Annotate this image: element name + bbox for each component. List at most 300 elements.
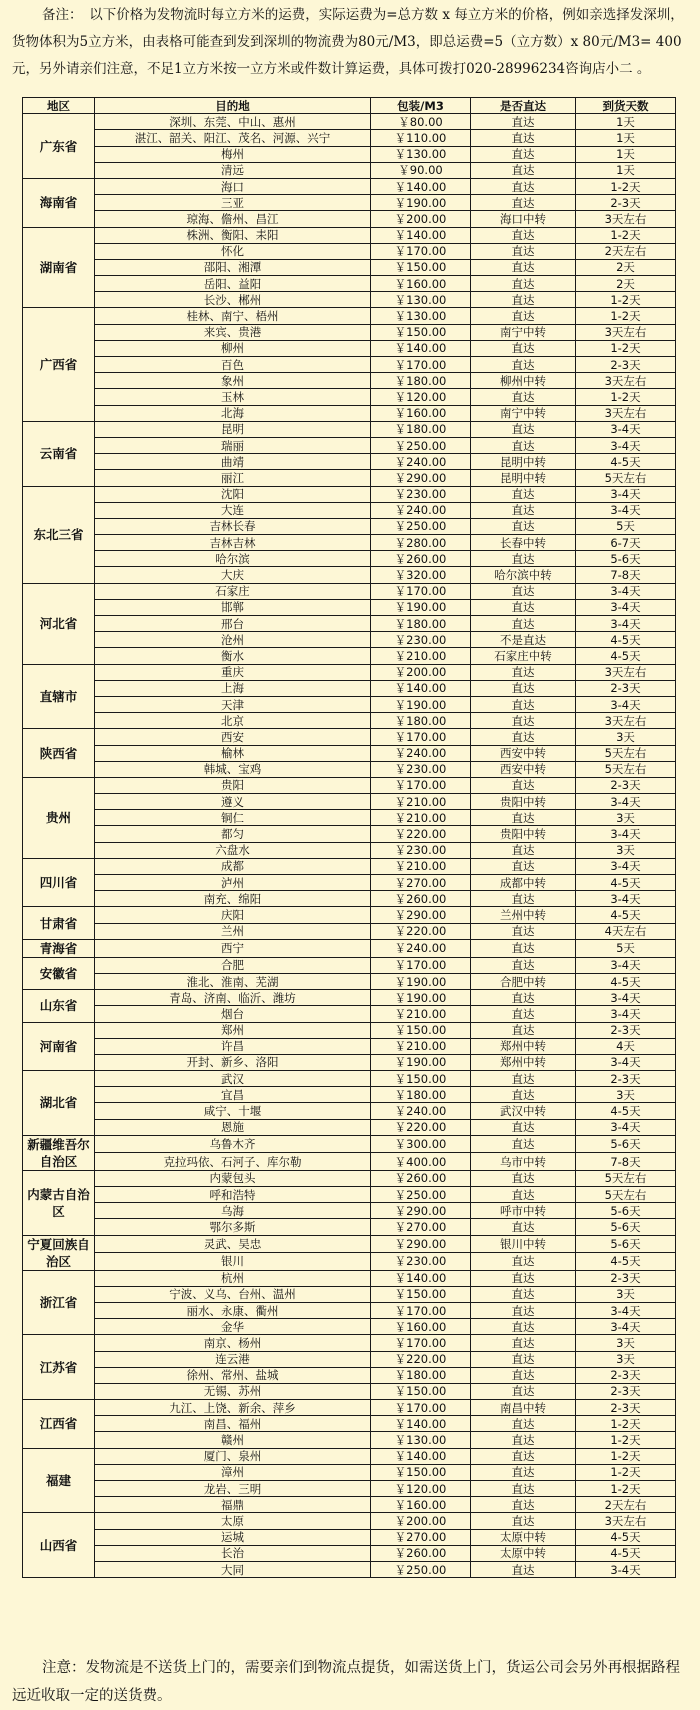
cell-direct: 直达	[471, 551, 576, 567]
cell-price: ￥190.00	[371, 696, 471, 712]
cell-destination: 长治	[95, 1545, 371, 1561]
cell-days: 1天	[576, 146, 676, 162]
cell-direct: 合肥中转	[471, 973, 576, 989]
cell-price: ￥200.00	[371, 211, 471, 227]
cell-price: ￥260.00	[371, 1170, 471, 1186]
table-row	[23, 583, 676, 599]
cell-direct: 直达	[471, 1432, 576, 1448]
table-row	[23, 1235, 676, 1253]
cell-days: 1天	[576, 114, 676, 130]
table-row	[23, 1103, 676, 1119]
cell-direct: 直达	[471, 858, 576, 874]
cell-destination: 百色	[95, 357, 371, 373]
table-row	[23, 470, 676, 486]
cell-days: 2天左右	[576, 243, 676, 259]
cell-days: 3-4天	[576, 599, 676, 615]
cell-days: 4-5天	[576, 454, 676, 470]
cell-days: 3-4天	[576, 421, 676, 437]
cell-days: 5天	[576, 939, 676, 957]
table-row	[23, 1253, 676, 1271]
cell-days: 1-2天	[576, 292, 676, 308]
cell-price: ￥320.00	[371, 567, 471, 583]
cell-price: ￥170.00	[371, 243, 471, 259]
cell-price: ￥200.00	[371, 664, 471, 680]
cell-destination: 灵武、吴忠	[95, 1235, 371, 1253]
table-row	[23, 1054, 676, 1070]
cell-direct: 南宁中转	[471, 324, 576, 340]
cell-price: ￥140.00	[371, 1416, 471, 1432]
cell-price: ￥300.00	[371, 1135, 471, 1153]
cell-direct: 直达	[471, 713, 576, 729]
cell-region: 安徽省	[23, 957, 95, 989]
cell-direct: 贵阳中转	[471, 826, 576, 842]
table-body	[23, 114, 676, 1578]
cell-days: 4-5天	[576, 1545, 676, 1561]
cell-direct: 直达	[471, 276, 576, 292]
cell-destination: 天津	[95, 696, 371, 712]
table-row	[23, 292, 676, 308]
cell-region: 湖南省	[23, 227, 95, 308]
cell-days: 3-4天	[576, 1119, 676, 1135]
cell-destination: 邯郸	[95, 599, 371, 615]
cell-days: 3-4天	[576, 891, 676, 907]
cell-price: ￥250.00	[371, 437, 471, 453]
cell-destination: 湛江、韶关、阳江、茂名、河源、兴宁	[95, 130, 371, 146]
table-row	[23, 421, 676, 437]
cell-price: ￥270.00	[371, 875, 471, 891]
cell-direct: 直达	[471, 1561, 576, 1577]
cell-destination: 衡水	[95, 648, 371, 664]
table-row	[23, 389, 676, 405]
cell-days: 2-3天	[576, 1383, 676, 1399]
cell-destination: 遵义	[95, 794, 371, 810]
cell-direct: 直达	[471, 583, 576, 599]
cell-price: ￥220.00	[371, 923, 471, 939]
cell-destination: 丽江	[95, 470, 371, 486]
cell-region: 江西省	[23, 1400, 95, 1449]
cell-direct: 直达	[471, 664, 576, 680]
cell-price: ￥220.00	[371, 1351, 471, 1367]
cell-price: ￥80.00	[371, 114, 471, 130]
table-row	[23, 1119, 676, 1135]
cell-price: ￥150.00	[371, 1286, 471, 1302]
cell-price: ￥180.00	[371, 1087, 471, 1103]
table-row	[23, 535, 676, 551]
cell-destination: 克拉玛依、石河子、库尔勒	[95, 1153, 371, 1171]
cell-destination: 许昌	[95, 1038, 371, 1054]
cell-days: 5天左右	[576, 470, 676, 486]
cell-days: 5-6天	[576, 1219, 676, 1235]
cell-days: 3天左右	[576, 324, 676, 340]
cell-direct: 直达	[471, 680, 576, 696]
cell-destination: 兰州	[95, 923, 371, 939]
cell-destination: 杭州	[95, 1270, 371, 1286]
cell-destination: 连云港	[95, 1351, 371, 1367]
table-row	[23, 1087, 676, 1103]
table-row	[23, 178, 676, 194]
cell-destination: 大庆	[95, 567, 371, 583]
cell-days: 5天	[576, 518, 676, 534]
table-row	[23, 973, 676, 989]
cell-region: 山东省	[23, 990, 95, 1022]
cell-direct: 直达	[471, 227, 576, 243]
cell-price: ￥130.00	[371, 292, 471, 308]
cell-direct: 直达	[471, 1219, 576, 1235]
header-days: 到货天数	[576, 98, 676, 114]
cell-price: ￥180.00	[371, 713, 471, 729]
cell-price: ￥290.00	[371, 1203, 471, 1219]
table-row	[23, 616, 676, 632]
cell-price: ￥90.00	[371, 162, 471, 178]
cell-destination: 岳阳、益阳	[95, 276, 371, 292]
cell-direct: 直达	[471, 1416, 576, 1432]
cell-direct: 直达	[471, 1253, 576, 1271]
table-row	[23, 794, 676, 810]
cell-direct: 直达	[471, 259, 576, 275]
cell-destination: 柳州	[95, 340, 371, 356]
cell-days: 3-4天	[576, 858, 676, 874]
cell-price: ￥150.00	[371, 1071, 471, 1087]
cell-direct: 直达	[471, 1367, 576, 1383]
table-row	[23, 276, 676, 292]
cell-days: 3-4天	[576, 502, 676, 518]
cell-days: 5天左右	[576, 761, 676, 777]
cell-days: 2-3天	[576, 1400, 676, 1416]
cell-price: ￥210.00	[371, 858, 471, 874]
footer-note: 注意：发物流是不送货上门的，需要亲们到物流点提货，如需送货上门，货运公司会另外再根据路程远近收取一定的送货费。	[12, 1660, 680, 1704]
cell-destination: 铜仁	[95, 810, 371, 826]
cell-destination: 乌鲁木齐	[95, 1135, 371, 1153]
table-row	[23, 632, 676, 648]
cell-region: 直辖市	[23, 664, 95, 729]
table-row	[23, 405, 676, 421]
table-row	[23, 357, 676, 373]
cell-price: ￥200.00	[371, 1513, 471, 1529]
cell-region: 江苏省	[23, 1335, 95, 1400]
cell-direct: 直达	[471, 162, 576, 178]
cell-price: ￥220.00	[371, 1119, 471, 1135]
cell-price: ￥240.00	[371, 939, 471, 957]
cell-destination: 恩施	[95, 1119, 371, 1135]
cell-direct: 直达	[471, 518, 576, 534]
table-row	[23, 211, 676, 227]
cell-destination: 瑞丽	[95, 437, 371, 453]
cell-destination: 桂林、南宁、梧州	[95, 308, 371, 324]
table-row	[23, 1135, 676, 1153]
cell-direct: 西安中转	[471, 761, 576, 777]
cell-price: ￥290.00	[371, 907, 471, 923]
cell-days: 1-2天	[576, 340, 676, 356]
cell-days: 5-6天	[576, 1135, 676, 1153]
cell-destination: 赣州	[95, 1432, 371, 1448]
cell-direct: 呼市中转	[471, 1203, 576, 1219]
cell-direct: 直达	[471, 1071, 576, 1087]
cell-price: ￥210.00	[371, 810, 471, 826]
cell-direct: 海口中转	[471, 211, 576, 227]
cell-destination: 南充、绵阳	[95, 891, 371, 907]
cell-price: ￥150.00	[371, 259, 471, 275]
cell-days: 4-5天	[576, 1103, 676, 1119]
cell-destination: 来宾、贵港	[95, 324, 371, 340]
table-row	[23, 324, 676, 340]
cell-destination: 深圳、东莞、中山、惠州	[95, 114, 371, 130]
cell-days: 3-4天	[576, 1561, 676, 1577]
table-row	[23, 713, 676, 729]
cell-price: ￥130.00	[371, 308, 471, 324]
cell-days: 2-3天	[576, 357, 676, 373]
table-row	[23, 1286, 676, 1302]
cell-price: ￥260.00	[371, 551, 471, 567]
cell-direct: 直达	[471, 1119, 576, 1135]
cell-direct: 直达	[471, 1187, 576, 1203]
cell-direct: 南宁中转	[471, 405, 576, 421]
cell-region: 青海省	[23, 939, 95, 957]
table-row	[23, 1187, 676, 1203]
cell-days: 3-4天	[576, 616, 676, 632]
cell-price: ￥140.00	[371, 178, 471, 194]
cell-direct: 直达	[471, 1351, 576, 1367]
cell-destination: 乌海	[95, 1203, 371, 1219]
cell-direct: 直达	[471, 308, 576, 324]
cell-destination: 丽水、永康、衢州	[95, 1302, 371, 1318]
cell-days: 1-2天	[576, 1481, 676, 1497]
cell-region: 山西省	[23, 1513, 95, 1578]
cell-price: ￥180.00	[371, 616, 471, 632]
table-row	[23, 1071, 676, 1087]
table-row	[23, 1270, 676, 1286]
cell-destination: 都匀	[95, 826, 371, 842]
cell-price: ￥260.00	[371, 891, 471, 907]
table-row	[23, 1561, 676, 1577]
cell-direct: 直达	[471, 1270, 576, 1286]
cell-region: 东北三省	[23, 486, 95, 583]
cell-direct: 不是直达	[471, 632, 576, 648]
cell-price: ￥230.00	[371, 761, 471, 777]
cell-destination: 哈尔滨	[95, 551, 371, 567]
cell-days: 3天左右	[576, 211, 676, 227]
table-row	[23, 696, 676, 712]
table-row	[23, 923, 676, 939]
table-row	[23, 810, 676, 826]
cell-days: 2天	[576, 276, 676, 292]
table-row	[23, 664, 676, 680]
cell-days: 3-4天	[576, 1302, 676, 1318]
cell-destination: 郑州	[95, 1022, 371, 1038]
cell-direct: 直达	[471, 146, 576, 162]
cell-region: 河南省	[23, 1022, 95, 1071]
cell-price: ￥160.00	[371, 405, 471, 421]
cell-destination: 徐州、常州、盐城	[95, 1367, 371, 1383]
cell-price: ￥170.00	[371, 777, 471, 793]
cell-days: 3-4天	[576, 990, 676, 1006]
cell-destination: 西宁	[95, 939, 371, 957]
cell-destination: 长沙、郴州	[95, 292, 371, 308]
cell-price: ￥170.00	[371, 1335, 471, 1351]
cell-price: ￥180.00	[371, 373, 471, 389]
cell-destination: 三亚	[95, 195, 371, 211]
cell-destination: 成都	[95, 858, 371, 874]
cell-days: 5天左右	[576, 1170, 676, 1186]
cell-destination: 株洲、衡阳、耒阳	[95, 227, 371, 243]
cell-price: ￥240.00	[371, 1103, 471, 1119]
table-row	[23, 990, 676, 1006]
cell-price: ￥120.00	[371, 1481, 471, 1497]
cell-price: ￥160.00	[371, 1319, 471, 1335]
table-row	[23, 907, 676, 923]
cell-destination: 琼海、儋州、昌江	[95, 211, 371, 227]
cell-destination: 海口	[95, 178, 371, 194]
cell-destination: 贵阳	[95, 777, 371, 793]
cell-days: 3天	[576, 842, 676, 858]
cell-days: 7-8天	[576, 567, 676, 583]
cell-region: 广西省	[23, 308, 95, 421]
cell-direct: 直达	[471, 1022, 576, 1038]
cell-destination: 邢台	[95, 616, 371, 632]
table-row	[23, 745, 676, 761]
cell-days: 3天左右	[576, 373, 676, 389]
table-row	[23, 227, 676, 243]
cell-days: 1天	[576, 162, 676, 178]
cell-destination: 吉林吉林	[95, 535, 371, 551]
cell-price: ￥250.00	[371, 1561, 471, 1577]
cell-destination: 大同	[95, 1561, 371, 1577]
cell-price: ￥190.00	[371, 990, 471, 1006]
cell-days: 1-2天	[576, 308, 676, 324]
cell-direct: 贵阳中转	[471, 794, 576, 810]
cell-destination: 韩城、宝鸡	[95, 761, 371, 777]
cell-region: 福建	[23, 1448, 95, 1513]
cell-destination: 金华	[95, 1319, 371, 1335]
table-row	[23, 130, 676, 146]
cell-direct: 直达	[471, 1286, 576, 1302]
cell-destination: 象州	[95, 373, 371, 389]
cell-price: ￥110.00	[371, 130, 471, 146]
table-row	[23, 826, 676, 842]
table-row	[23, 551, 676, 567]
table-row	[23, 1416, 676, 1432]
cell-destination: 烟台	[95, 1006, 371, 1022]
cell-days: 3天	[576, 1286, 676, 1302]
table-row	[23, 518, 676, 534]
cell-direct: 直达	[471, 502, 576, 518]
cell-destination: 榆林	[95, 745, 371, 761]
cell-days: 3-4天	[576, 1006, 676, 1022]
cell-days: 5-6天	[576, 1235, 676, 1253]
cell-days: 2-3天	[576, 1367, 676, 1383]
cell-days: 1天	[576, 130, 676, 146]
cell-days: 4-5天	[576, 973, 676, 989]
cell-region: 内蒙古自治区	[23, 1170, 95, 1235]
cell-region: 浙江省	[23, 1270, 95, 1335]
cell-destination: 福鼎	[95, 1497, 371, 1513]
cell-price: ￥230.00	[371, 632, 471, 648]
cell-direct: 直达	[471, 389, 576, 405]
cell-direct: 兰州中转	[471, 907, 576, 923]
cell-destination: 呼和浩特	[95, 1187, 371, 1203]
cell-price: ￥130.00	[371, 146, 471, 162]
cell-price: ￥290.00	[371, 470, 471, 486]
cell-destination: 昆明	[95, 421, 371, 437]
cell-destination: 厦门、泉州	[95, 1448, 371, 1464]
cell-price: ￥230.00	[371, 486, 471, 502]
cell-price: ￥120.00	[371, 389, 471, 405]
cell-direct: 直达	[471, 1087, 576, 1103]
header-direct: 是否直达	[471, 98, 576, 114]
cell-price: ￥170.00	[371, 357, 471, 373]
cell-price: ￥160.00	[371, 276, 471, 292]
cell-direct: 郑州中转	[471, 1038, 576, 1054]
header-destination: 目的地	[95, 98, 371, 114]
cell-days: 3-4天	[576, 957, 676, 973]
cell-direct: 直达	[471, 1319, 576, 1335]
table-row	[23, 939, 676, 957]
cell-price: ￥210.00	[371, 1006, 471, 1022]
cell-destination: 开封、新乡、洛阳	[95, 1054, 371, 1070]
cell-price: ￥400.00	[371, 1153, 471, 1171]
cell-direct: 太原中转	[471, 1545, 576, 1561]
cell-days: 5-6天	[576, 1203, 676, 1219]
cell-days: 5天左右	[576, 1187, 676, 1203]
cell-region: 甘肃省	[23, 907, 95, 939]
cell-price: ￥180.00	[371, 1367, 471, 1383]
cell-direct: 哈尔滨中转	[471, 567, 576, 583]
cell-days: 4天	[576, 1038, 676, 1054]
cell-days: 3天左右	[576, 664, 676, 680]
table-row	[23, 842, 676, 858]
cell-destination: 重庆	[95, 664, 371, 680]
cell-destination: 南昌、福州	[95, 1416, 371, 1432]
table-row	[23, 243, 676, 259]
table-row	[23, 875, 676, 891]
cell-direct: 成都中转	[471, 875, 576, 891]
table-row	[23, 308, 676, 324]
cell-destination: 北海	[95, 405, 371, 421]
table-row	[23, 648, 676, 664]
table-row	[23, 680, 676, 696]
table-row	[23, 1006, 676, 1022]
cell-price: ￥260.00	[371, 1545, 471, 1561]
cell-days: 6-7天	[576, 535, 676, 551]
cell-direct: 柳州中转	[471, 373, 576, 389]
cell-days: 4-5天	[576, 1253, 676, 1271]
freight-rate-table	[22, 97, 676, 1578]
cell-days: 3-4天	[576, 794, 676, 810]
table-row	[23, 777, 676, 793]
cell-price: ￥140.00	[371, 340, 471, 356]
cell-destination: 运城	[95, 1529, 371, 1545]
cell-price: ￥220.00	[371, 826, 471, 842]
table-row	[23, 114, 676, 130]
cell-region: 海南省	[23, 178, 95, 227]
cell-direct: 直达	[471, 114, 576, 130]
table-row	[23, 1529, 676, 1545]
cell-destination: 西安	[95, 729, 371, 745]
cell-destination: 太原	[95, 1513, 371, 1529]
table-row	[23, 891, 676, 907]
cell-region: 四川省	[23, 858, 95, 907]
cell-direct: 直达	[471, 195, 576, 211]
cell-price: ￥230.00	[371, 1253, 471, 1271]
cell-price: ￥190.00	[371, 973, 471, 989]
cell-direct: 直达	[471, 1135, 576, 1153]
cell-region: 新疆维吾尔自治区	[23, 1135, 95, 1170]
table-row	[23, 1302, 676, 1318]
cell-price: ￥150.00	[371, 1022, 471, 1038]
cell-days: 3-4天	[576, 826, 676, 842]
cell-direct: 直达	[471, 1383, 576, 1399]
table-row	[23, 162, 676, 178]
cell-direct: 直达	[471, 810, 576, 826]
